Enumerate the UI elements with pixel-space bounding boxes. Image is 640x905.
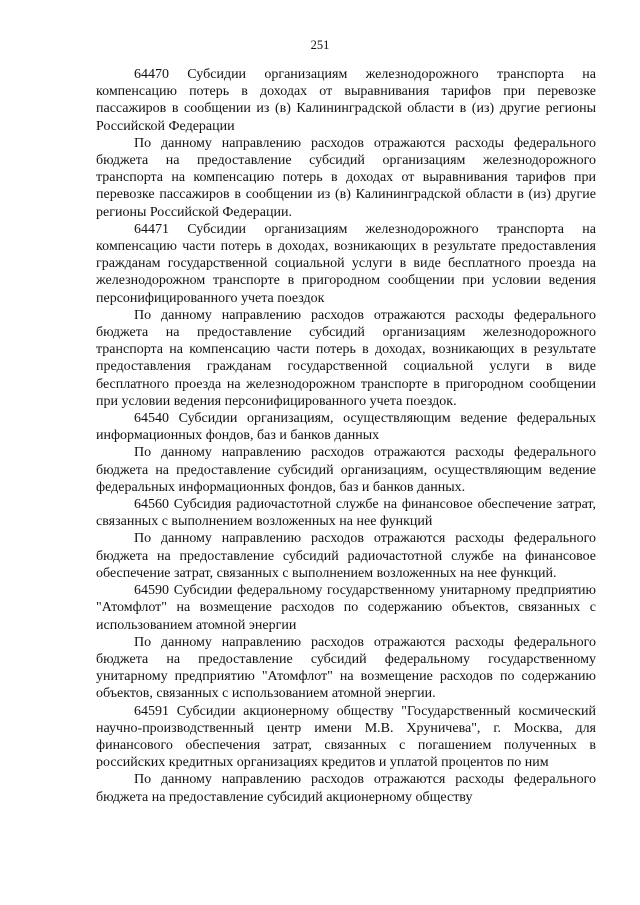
page-number: 251	[310, 38, 330, 52]
paragraph-64471-heading: 64471 Субсидии организациям железнодорожного транспорта на компенсацию части потерь в доходах, возникающих в результате предоставления гражданам государственной социальной услуги в виде бесплатного проезда на железнодорожном транспорте в пригородном сообщении при условии ведения персонифицированного учета поездок	[96, 221, 596, 306]
paragraph-64470-description: По данному направлению расходов отражаются расходы федерального бюджета на предоставление субсидий организациям железнодорожного транспорта на компенсацию потерь в доходах от выравнивания тарифов при перевозке пассажиров в сообщении из (в) Калининградской области в (из) другие регионы Российской Федерации.	[96, 135, 596, 220]
paragraph-64590-heading: 64590 Субсидии федеральному государственному унитарному предприятию "Атомфлот" на возмещение расходов по содержанию объектов, связанных с использованием атомной энергии	[96, 583, 596, 633]
document-body	[96, 66, 596, 806]
paragraph-64540-description: По данному направлению расходов отражаются расходы федерального бюджета на предоставление субсидий организациям, осуществляющим ведение федеральных информационных фондов, баз и банков данных.	[96, 445, 596, 495]
paragraph-64591-heading: 64591 Субсидии акционерному обществу "Государственный космический научно-производственный центр имени М.В. Хруничева", г. Москва, для финансового обеспечения затрат, связанных с погашением полученных в российских кредитных организациях кредитов и уплатой процентов по ним	[96, 703, 596, 771]
paragraph-64560-description: По данному направлению расходов отражаются расходы федерального бюджета на предоставление субсидий радиочастотной службе на финансовое обеспечение затрат, связанных с выполнением возложенных на нее функций.	[96, 531, 596, 581]
paragraph-64470-heading: 64470 Субсидии организациям железнодорожного транспорта на компенсацию потерь в доходах от выравнивания тарифов при перевозке пассажиров в сообщении из (в) Калининградской области в (из) другие регионы Российской Федерации	[96, 67, 596, 134]
paragraph-64590-description: По данному направлению расходов отражаются расходы федерального бюджета на предоставление субсидий федеральному государственному унитарному предприятию "Атомфлот" на возмещение расходов по содержанию объектов, связанных с использованием атомной энергии.	[96, 634, 596, 702]
paragraph-64560-heading: 64560 Субсидия радиочастотной службе на финансовое обеспечение затрат, связанных с выполнением возложенных на нее функций	[96, 497, 596, 530]
paragraph-64540-heading: 64540 Субсидии организациям, осуществляющим ведение федеральных информационных фондов, баз и банков данных	[96, 411, 596, 444]
paragraph-64591-description: По данному направлению расходов отражаются расходы федерального бюджета на предоставление субсидий акционерному обществу	[96, 772, 596, 805]
paragraph-64471-description: По данному направлению расходов отражаются расходы федерального бюджета на предоставление субсидий организациям железнодорожного транспорта на компенсацию части потерь в доходах, возникающих в результате предоставления гражданам государственной социальной услуги в виде бесплатного проезда на железнодорожном транспорте в пригородном сообщении при условии ведения персонифицированного учета поездок.	[96, 307, 596, 409]
